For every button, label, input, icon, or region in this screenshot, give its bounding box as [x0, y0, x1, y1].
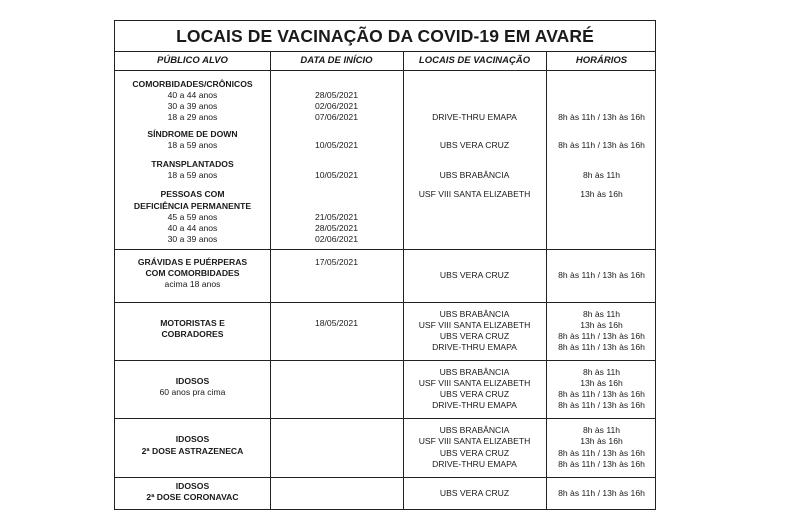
publico-alvo-cell: 2ª DOSE ASTRAZENECA	[141, 445, 244, 456]
local-cell: USF VIII SANTA ELIZABETH	[418, 319, 531, 330]
publico-alvo-cell: 18 a 29 anos	[167, 112, 218, 122]
horario-cell: 8h às 11h / 13h às 16h	[558, 342, 645, 353]
local-cell: USF VIII SANTA ELIZABETH	[418, 189, 531, 199]
horario-cell: 13h às 16h	[580, 189, 623, 199]
horario-cell: 8h às 11h	[582, 366, 621, 377]
data-inicio-cell: 28/05/2021	[314, 90, 358, 100]
publico-alvo-cell: 45 a 59 anos	[167, 212, 218, 222]
horario-cell: 8h às 11h / 13h às 16h	[558, 488, 645, 499]
publico-alvo-cell: PESSOAS COM	[160, 189, 225, 199]
publico-alvo-cell: 40 a 44 anos	[167, 223, 218, 233]
data-inicio-cell: 10/05/2021	[314, 170, 358, 180]
data-inicio-cell: 21/05/2021	[314, 212, 358, 222]
horario-cell: 8h às 11h / 13h às 16h	[558, 269, 645, 280]
horario-cell: 13h às 16h	[580, 436, 623, 447]
local-cell: UBS VERA CRUZ	[439, 389, 510, 399]
publico-alvo-cell: IDOSOS	[175, 434, 210, 445]
data-inicio-cell: 28/05/2021	[314, 223, 358, 233]
row-divider	[115, 302, 655, 303]
local-cell: UBS VERA CRUZ	[439, 140, 510, 150]
horario-cell: 8h às 11h / 13h às 16h	[558, 140, 645, 150]
horario-cell: 8h às 11h / 13h às 16h	[558, 458, 645, 469]
header-publico-alvo: PÚBLICO ALVO	[157, 55, 228, 66]
local-cell: DRIVE-THRU EMAPA	[432, 342, 517, 353]
publico-alvo-cell: 30 a 39 anos	[167, 234, 218, 244]
local-cell: DRIVE-THRU EMAPA	[432, 112, 517, 122]
publico-alvo-cell: 18 a 59 anos	[167, 170, 218, 180]
local-cell: USF VIII SANTA ELIZABETH	[418, 377, 531, 388]
publico-alvo-cell: acima 18 anos	[164, 279, 221, 290]
local-cell: DRIVE-THRU EMAPA	[432, 458, 517, 469]
horario-cell: 8h às 11h / 13h às 16h	[558, 447, 645, 458]
local-cell: UBS VERA CRUZ	[439, 488, 510, 499]
local-cell: UBS BRABÂNCIA	[439, 425, 510, 436]
local-cell: USF VIII SANTA ELIZABETH	[418, 436, 531, 447]
local-cell: UBS VERA CRUZ	[439, 331, 510, 341]
publico-alvo-cell: DEFICIÊNCIA PERMANENTE	[133, 201, 252, 211]
local-cell: UBS VERA CRUZ	[439, 269, 510, 280]
horario-cell: 8h às 11h	[582, 425, 621, 436]
data-inicio-cell: 02/06/2021	[314, 234, 358, 244]
vaccination-table	[114, 20, 656, 510]
horario-cell: 13h às 16h	[580, 319, 623, 330]
data-inicio-cell: 07/06/2021	[314, 112, 358, 122]
row-divider	[115, 477, 655, 478]
data-inicio-cell: 10/05/2021	[314, 140, 358, 150]
local-cell: UBS VERA CRUZ	[439, 447, 510, 458]
publico-alvo-cell: MOTORISTAS E	[160, 317, 225, 328]
publico-alvo-cell: 60 anos pra cima	[159, 387, 226, 397]
horario-cell: 13h às 16h	[580, 377, 623, 388]
data-inicio-cell: 18/05/2021	[314, 317, 358, 328]
publico-alvo-cell: COBRADORES	[161, 329, 224, 339]
publico-alvo-cell: 30 a 39 anos	[167, 101, 218, 111]
publico-alvo-cell: COMORBIDADES/CRÔNICOS	[132, 79, 253, 89]
header-locais: LOCAIS DE VACINAÇÃO	[418, 55, 531, 66]
horario-cell: 8h às 11h	[582, 170, 621, 180]
row-divider	[115, 418, 655, 419]
publico-alvo-cell: TRANSPLANTADOS	[151, 159, 234, 169]
horario-cell: 8h às 11h / 13h às 16h	[558, 389, 645, 399]
local-cell: UBS BRABÂNCIA	[439, 366, 510, 377]
local-cell: DRIVE-THRU EMAPA	[432, 400, 517, 411]
local-cell: UBS BRABÂNCIA	[439, 308, 510, 319]
horario-cell: 8h às 11h	[582, 308, 621, 319]
publico-alvo-cell: IDOSOS	[175, 480, 210, 491]
header-data-inicio: DATA DE INÍCIO	[300, 55, 373, 66]
publico-alvo-cell: SÍNDROME DE DOWN	[147, 129, 238, 139]
local-cell: UBS BRABÂNCIA	[439, 170, 510, 180]
publico-alvo-cell: COM COMORBIDADES	[145, 267, 240, 278]
publico-alvo-cell: GRÁVIDAS E PUÉRPERAS	[137, 256, 248, 267]
horario-cell: 8h às 11h / 13h às 16h	[558, 331, 645, 341]
table-title: LOCAIS DE VACINAÇÃO DA COVID-19 EM AVARÉ	[115, 21, 655, 52]
header-row	[115, 51, 655, 71]
horario-cell: 8h às 11h / 13h às 16h	[558, 400, 645, 411]
publico-alvo-cell: 18 a 59 anos	[167, 140, 218, 150]
publico-alvo-cell: 40 a 44 anos	[167, 90, 218, 100]
horario-cell: 8h às 11h / 13h às 16h	[558, 112, 645, 122]
publico-alvo-cell: 2ª DOSE CORONAVAC	[146, 492, 239, 502]
data-inicio-cell: 17/05/2021	[314, 256, 358, 267]
data-inicio-cell: 02/06/2021	[314, 101, 358, 111]
row-divider	[115, 360, 655, 361]
row-divider	[115, 249, 655, 250]
header-horarios: HORÁRIOS	[575, 55, 628, 66]
publico-alvo-cell: IDOSOS	[175, 375, 210, 386]
